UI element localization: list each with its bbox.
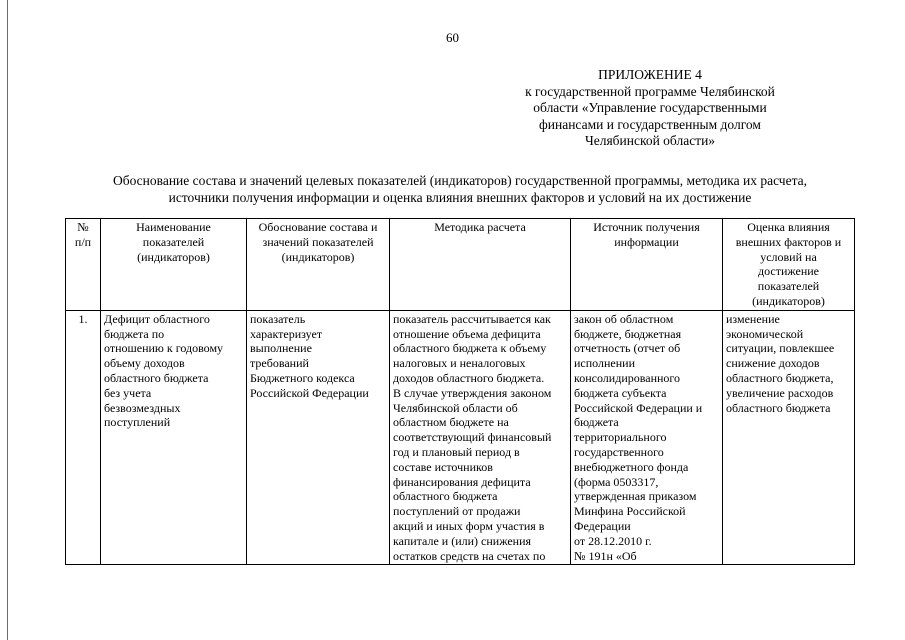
cell-line: экономической	[726, 326, 804, 341]
header-external-factors	[723, 219, 855, 311]
cell-line: отношение объема дефицита	[393, 326, 541, 341]
cell-line: увеличение расходов	[726, 385, 834, 400]
header-line: п/п	[74, 234, 92, 249]
cell-line: областного бюджета	[104, 370, 209, 385]
cell-line: требований	[250, 356, 309, 371]
cell-line: исполнении	[574, 356, 636, 371]
cell-line: территориального	[574, 430, 667, 445]
appendix-line: к государственной программе Челябинской	[525, 83, 775, 99]
cell-line: соответствующий финансовый	[393, 430, 552, 445]
header-source	[571, 219, 723, 311]
cell-line: Минфина Российской	[574, 504, 686, 519]
header-line: Наименование	[136, 220, 211, 234]
cell-line: доходов областного бюджета.	[393, 370, 545, 385]
cell-line: от 28.12.2010 г.	[574, 533, 652, 548]
cell-line: областного бюджета	[393, 489, 498, 504]
cell-line: показатель	[250, 311, 306, 326]
cell-line: составе источников	[393, 459, 493, 474]
cell-line: государственного	[574, 444, 664, 459]
header-line: Оценка влияния	[747, 220, 830, 234]
cell-line: без учета	[104, 385, 152, 400]
cell-line: бюджета субъекта	[574, 385, 667, 400]
cell-line: безвозмездных	[104, 400, 181, 415]
document-title	[40, 172, 880, 206]
cell-line: остатков средств на счетах по	[393, 548, 546, 563]
header-line: внешних факторов и	[735, 234, 842, 249]
cell-line: поступлений	[104, 415, 171, 430]
cell-line: Дефицит областного	[104, 311, 210, 326]
header-line: показателей	[142, 234, 205, 249]
cell-line: Челябинской области об	[393, 400, 518, 415]
appendix-line: Челябинской области»	[584, 133, 716, 148]
cell-line: выполнение	[250, 341, 312, 356]
appendix-header	[480, 67, 820, 150]
cell-line: характеризует	[250, 326, 323, 341]
header-indicator-name	[101, 219, 247, 311]
header-line: информации	[614, 234, 679, 249]
cell-line: бюджета	[574, 415, 619, 430]
cell-methodology	[390, 310, 571, 565]
cell-line: областного бюджета к объему	[393, 341, 547, 356]
cell-line: закон об областном	[574, 311, 674, 326]
table-header-row	[66, 219, 855, 311]
cell-line: внебюджетного фонда	[574, 459, 689, 474]
cell-source	[571, 310, 723, 565]
header-justification	[247, 219, 390, 311]
header-line: Источник получения	[593, 220, 700, 234]
cell-line: (форма 0503317,	[574, 474, 659, 489]
cell-line: поступлений от продажи	[393, 504, 521, 519]
header-line: Обоснование состава и	[258, 220, 378, 234]
header-line: достижение	[757, 264, 820, 279]
header-line: №	[77, 220, 89, 234]
cell-line: отчетность (отчет об	[574, 341, 681, 356]
cell-line: областного бюджета	[726, 400, 831, 415]
cell-line: утвержденная приказом	[574, 489, 697, 504]
cell-line: 1.	[78, 311, 88, 326]
page-edge-line	[7, 0, 8, 640]
header-methodology	[390, 219, 571, 311]
page-number: 60	[446, 30, 459, 45]
cell-justification	[247, 310, 390, 565]
cell-line: № 191н «Об	[574, 548, 637, 563]
appendix-line: финансами и государственным долгом	[539, 116, 761, 132]
cell-line: год и плановый период в	[393, 444, 520, 459]
header-line: условий на	[760, 249, 817, 264]
cell-line: показатель рассчитывается как	[393, 311, 551, 326]
appendix-line: области «Управление государственными	[533, 100, 767, 115]
cell-line: Бюджетного кодекса	[250, 370, 355, 385]
cell-line: отношению к годовому	[104, 341, 224, 356]
header-line: (индикаторов)	[752, 293, 825, 308]
appendix-line: ПРИЛОЖЕНИЕ 4	[598, 67, 702, 82]
cell-line: Федерации	[574, 518, 631, 533]
header-line: показателей	[757, 279, 820, 294]
cell-external-factors	[723, 310, 855, 565]
header-line: Методика расчета	[434, 220, 526, 234]
document-title-line: Обоснование состава и значений целевых показателей (индикаторов) государственной программы, методика их расчета,	[112, 173, 808, 188]
header-line: (индикаторов)	[281, 249, 355, 264]
cell-line: объему доходов	[104, 356, 185, 371]
cell-indicator-name	[101, 310, 247, 565]
table-row	[66, 310, 855, 565]
cell-line: капитале и (или) снижения	[393, 533, 532, 548]
cell-line: областном бюджете на	[393, 415, 509, 430]
cell-line: снижение доходов	[726, 356, 820, 371]
document-title-line: источники получения информации и оценка влияния внешних факторов и условий на их достижение	[168, 190, 752, 205]
cell-line: финансирования дефицита	[393, 474, 531, 489]
cell-line: областного бюджета,	[726, 370, 834, 385]
header-line: значений показателей	[262, 234, 374, 249]
header-number	[66, 219, 101, 311]
cell-line: ситуации, повлекшее	[726, 341, 835, 356]
cell-line: Российской Федерации	[250, 385, 369, 400]
header-line: (индикаторов)	[137, 249, 210, 264]
cell-line: акций и иных форм участия в	[393, 518, 545, 533]
cell-line: В случае утверждения законом	[393, 385, 552, 400]
cell-number	[66, 310, 101, 565]
cell-line: бюджета по	[104, 326, 165, 341]
cell-line: налоговых и неналоговых	[393, 356, 526, 371]
cell-line: Российской Федерации и	[574, 400, 703, 415]
cell-line: бюджете, бюджетная	[574, 326, 682, 341]
indicators-table	[65, 218, 855, 565]
cell-line: изменение	[726, 311, 780, 326]
cell-line: консолидированного	[574, 370, 681, 385]
table-body	[66, 310, 855, 565]
